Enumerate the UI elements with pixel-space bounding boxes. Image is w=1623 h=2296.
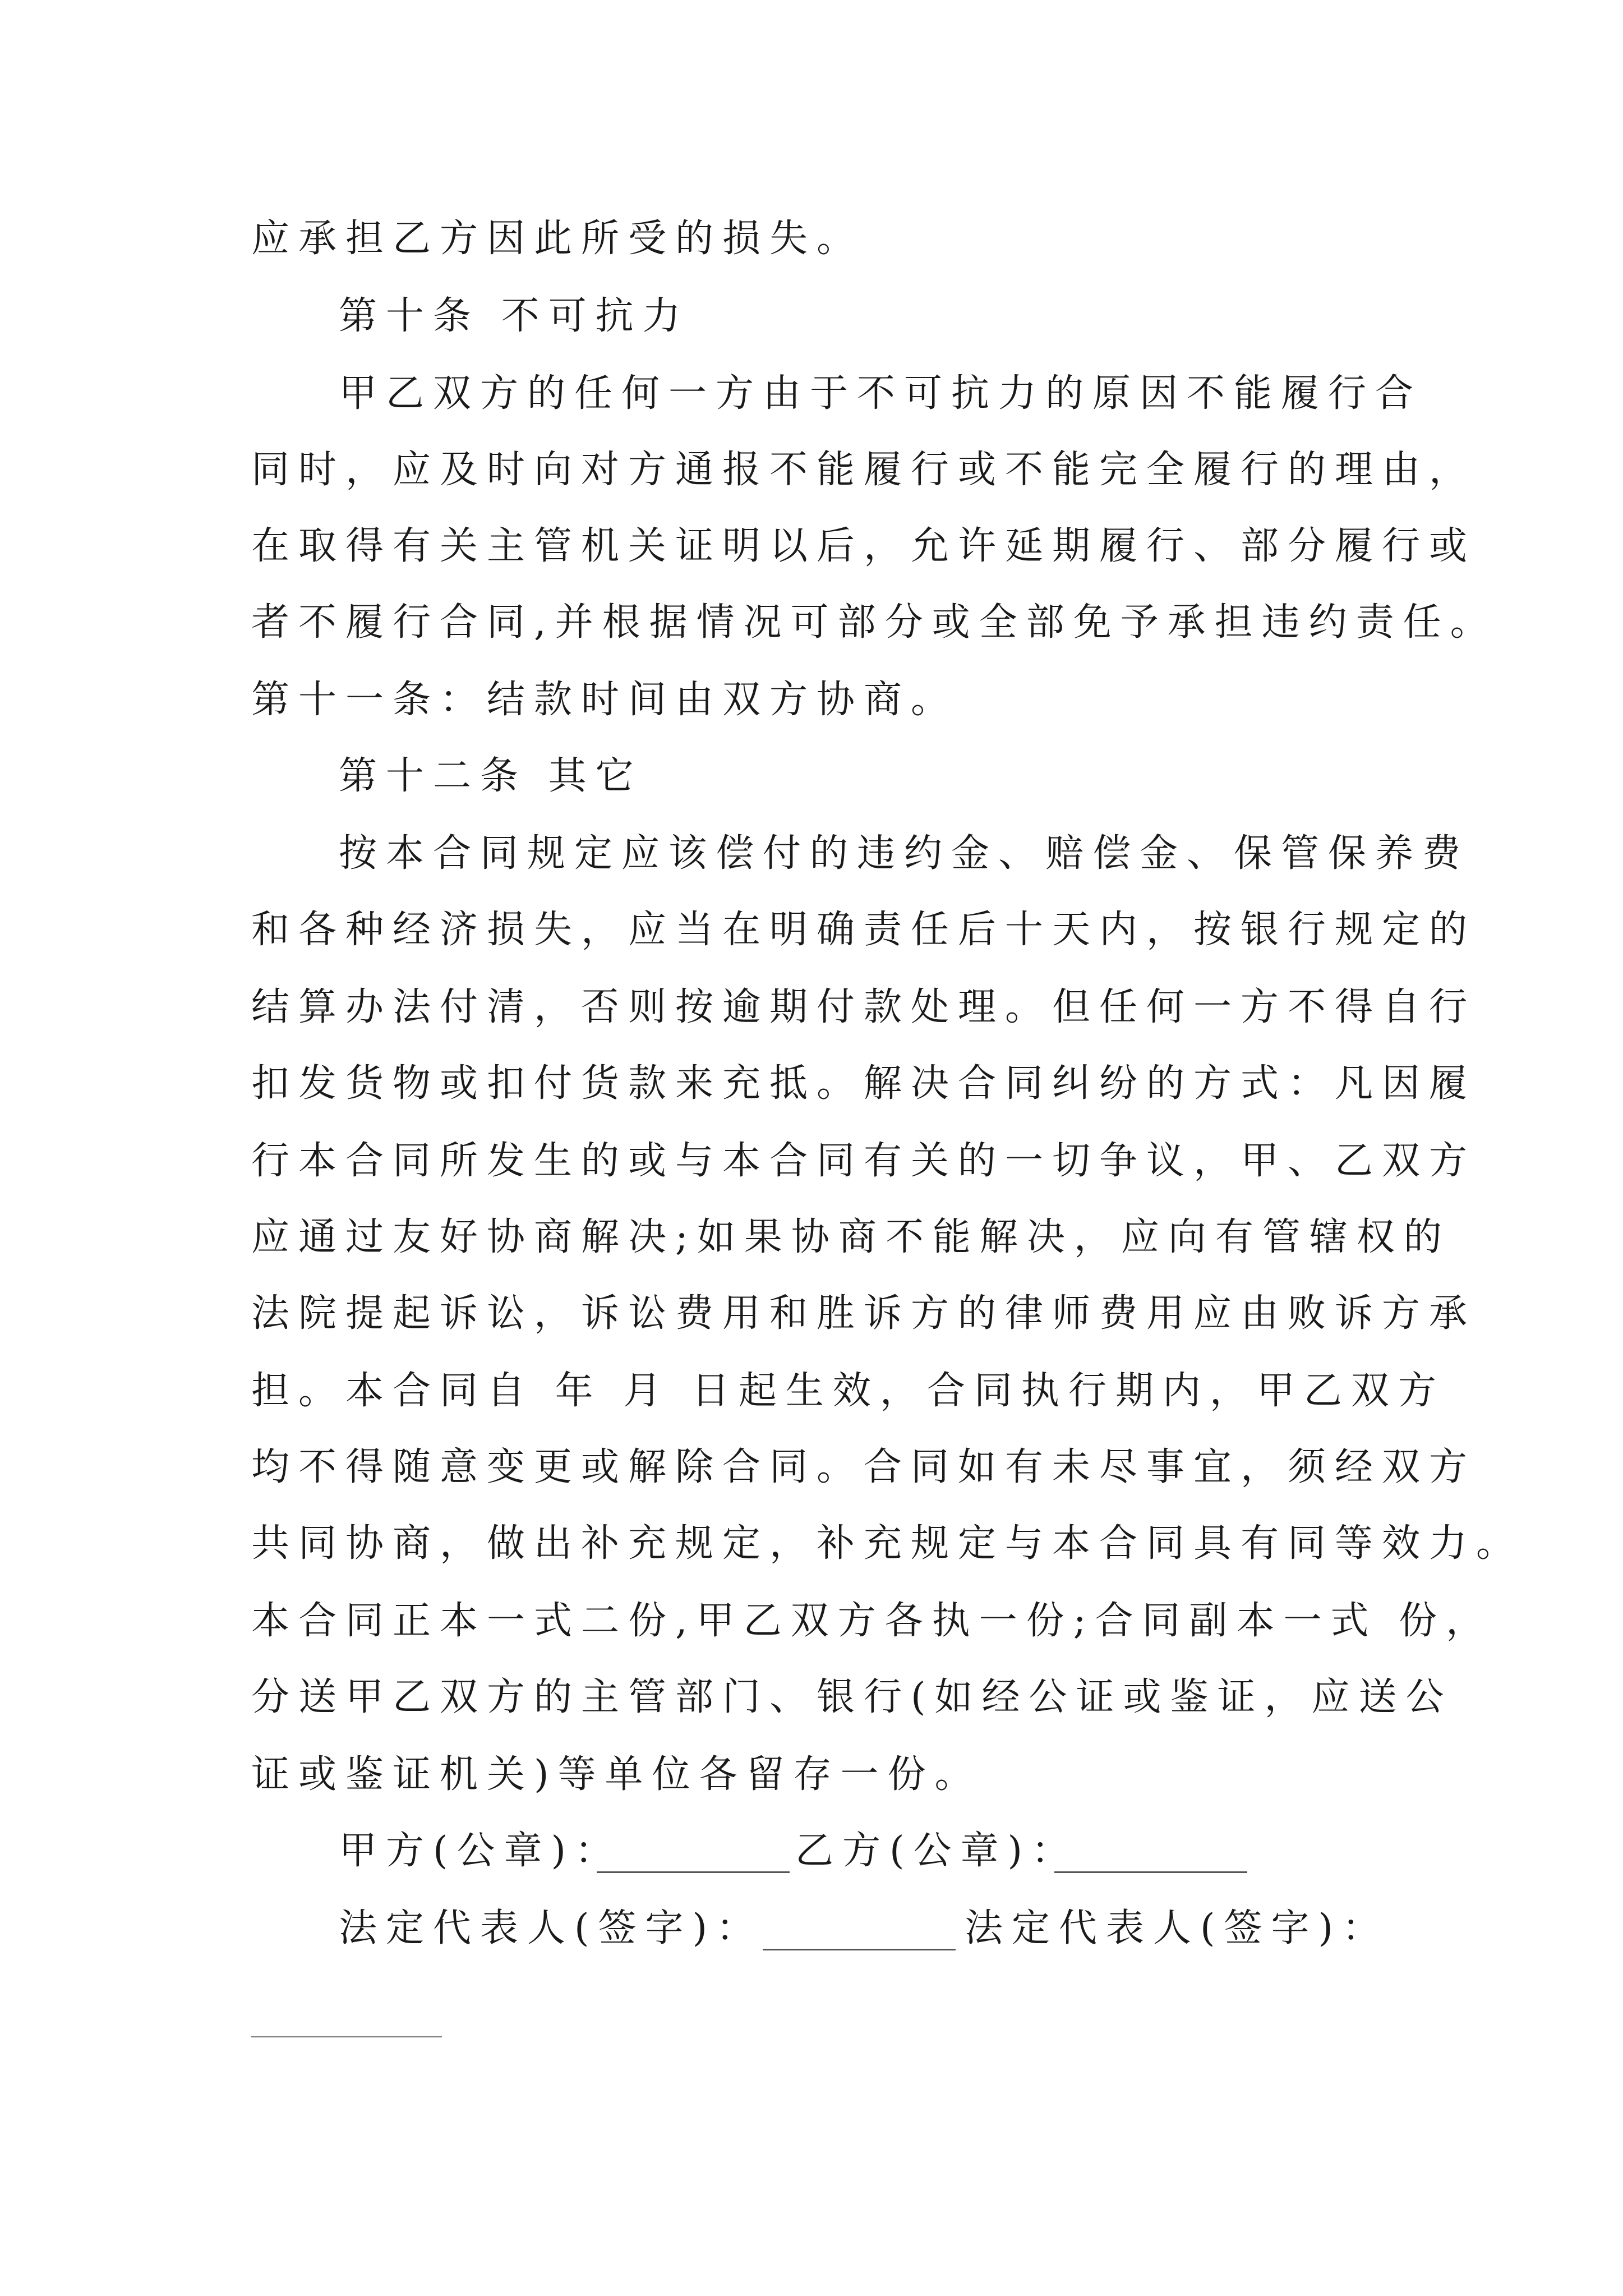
text-line: 和各种经济损失，应当在明确责任后十天内，按银行规定的 bbox=[251, 908, 1477, 952]
text-line: 共同协商，做出补充规定，补充规定与本合同具有同等效力。 bbox=[251, 1521, 1524, 1566]
text-line: 扣发货物或扣付货款来充抵。解决合同纠纷的方式：凡因履 bbox=[251, 1061, 1477, 1106]
text-line: 按本合同规定应该偿付的违约金、赔偿金、保管保养费 bbox=[339, 831, 1470, 876]
party-a-representative-blank bbox=[763, 1949, 956, 1950]
text-line: 分送甲乙双方的主管部门、银行(如经公证或鉴证，应送公 bbox=[251, 1675, 1453, 1719]
text-line: 应通过友好协商解决;如果协商不能解决，应向有管辖权的 bbox=[251, 1215, 1451, 1259]
text-line: 证或鉴证机关)等单位各留存一份。 bbox=[251, 1752, 982, 1797]
text-line: 法院提起诉讼，诉讼费用和胜诉方的律师费用应由败诉方承 bbox=[251, 1291, 1477, 1336]
party-b-seal-blank bbox=[1054, 1871, 1247, 1873]
party-a-representative-label: 法定代表人(签字)： bbox=[339, 1906, 764, 1950]
footnote-rule bbox=[251, 2036, 442, 2037]
party-a-seal-label: 甲方(公章)： bbox=[339, 1829, 623, 1873]
party-b-seal-label: 乙方(公章)： bbox=[795, 1829, 1079, 1873]
party-a-seal-blank bbox=[597, 1871, 790, 1873]
text-line: 行本合同所发生的或与本合同有关的一切争议，甲、乙双方 bbox=[251, 1139, 1477, 1183]
text-line: 甲乙双方的任何一方由于不可抗力的原因不能履行合 bbox=[339, 371, 1423, 416]
text-line: 均不得随意变更或解除合同。合同如有未尽事宜，须经双方 bbox=[251, 1445, 1477, 1489]
text-line: 者不履行合同,并根据情况可部分或全部免予承担违约责任。 bbox=[251, 600, 1497, 645]
text-line: 同时，应及时向对方通报不能履行或不能完全履行的理由， bbox=[251, 448, 1477, 492]
text-line: 本合同正本一式二份,甲乙双方各执一份;合同副本一式 份， bbox=[251, 1599, 1493, 1643]
text-line: 应承担乙方因此所受的损失。 bbox=[251, 217, 864, 261]
text-line: 在取得有关主管机关证明以后，允许延期履行、部分履行或 bbox=[251, 524, 1477, 568]
article-heading: 第十二条 其它 bbox=[339, 754, 643, 798]
article-heading: 第十一条：结款时间由双方协商。 bbox=[251, 678, 958, 722]
text-line: 结算办法付清，否则按逾期付款处理。但任何一方不得自行 bbox=[251, 985, 1477, 1029]
article-heading: 第十条 不可抗力 bbox=[339, 294, 690, 338]
party-b-representative-label: 法定代表人(签字)： bbox=[965, 1906, 1390, 1950]
text-line: 担。本合同自 年 月 日起生效，合同执行期内，甲乙双方 bbox=[251, 1369, 1445, 1413]
